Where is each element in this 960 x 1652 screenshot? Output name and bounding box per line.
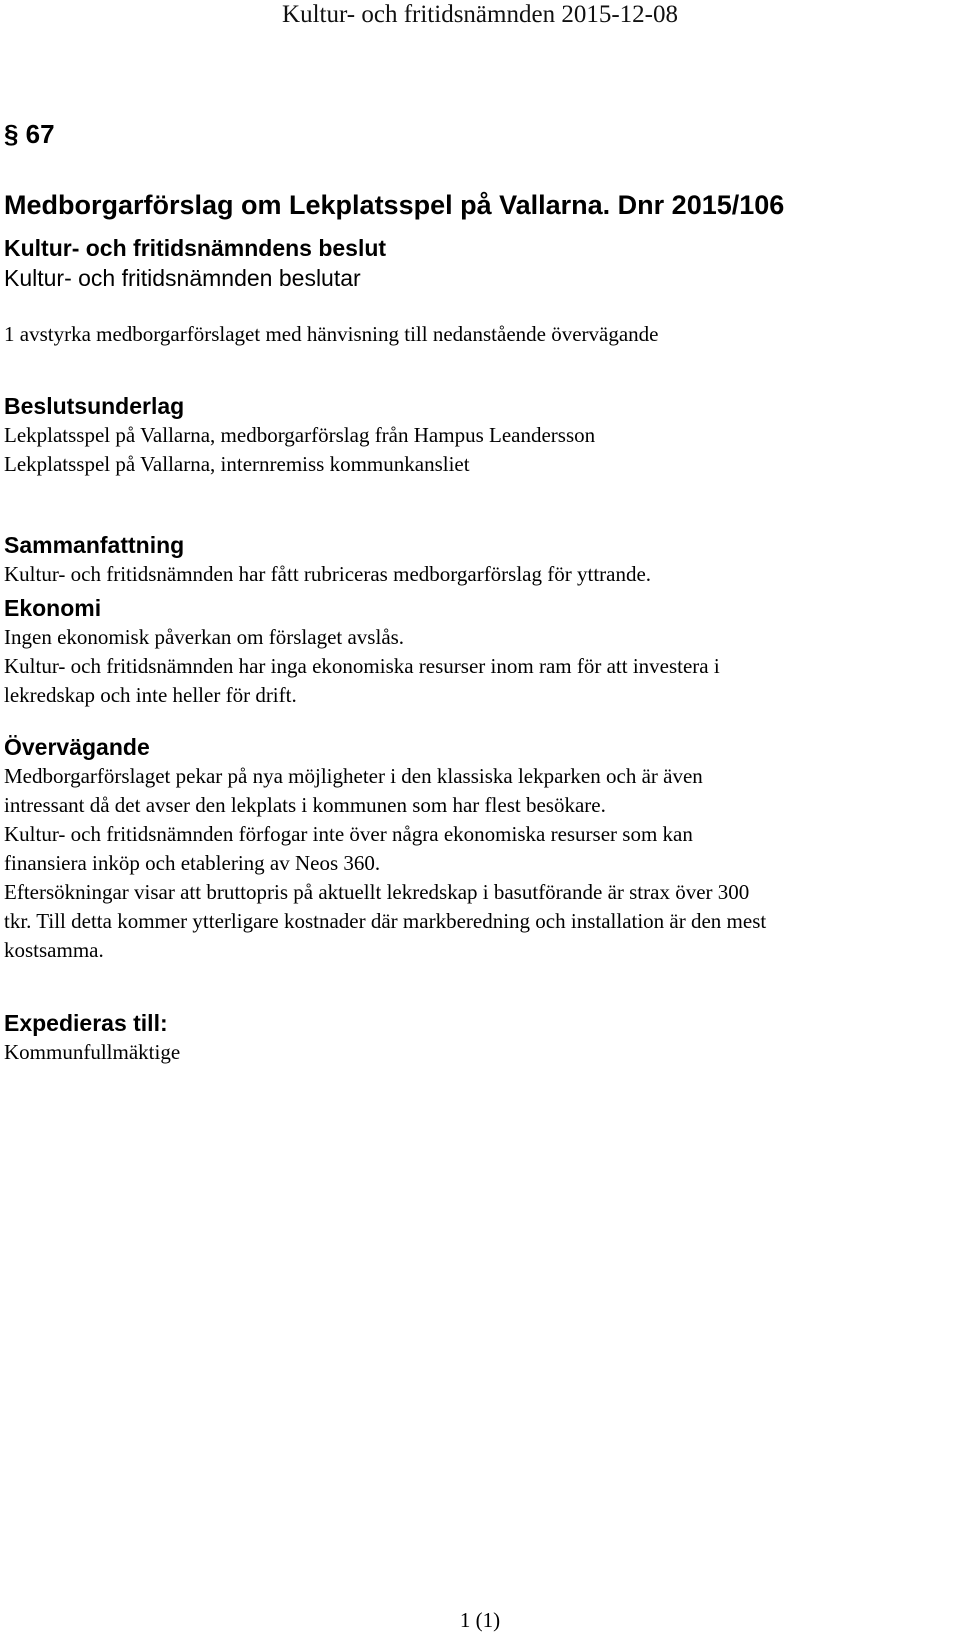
document-body — [4, 118, 934, 1067]
consideration-line: intressant då det avser den lekplats i kommunen som har flest besökare. — [4, 793, 606, 817]
basis-line: Lekplatsspel på Vallarna, medborgarförslag från Hampus Leandersson — [4, 423, 596, 447]
basis-heading: Beslutsunderlag — [4, 393, 185, 419]
economy-line: Ingen ekonomisk påverkan om förslaget avslås. — [4, 625, 405, 649]
dispatch-heading: Expedieras till: — [4, 1010, 168, 1036]
page-header: Kultur- och fritidsnämnden 2015-12-08 — [282, 1, 678, 28]
document-title: Medborgarförslag om Lekplatsspel på Vallarna. Dnr 2015/106 — [4, 190, 785, 220]
consideration-line: finansiera inköp och etablering av Neos 360. — [4, 851, 381, 875]
economy-line: lekredskap och inte heller för drift. — [4, 683, 297, 707]
consideration-line: Eftersökningar visar att bruttopris på aktuellt lekredskap i basutförande är strax över 300 — [4, 880, 750, 904]
decision-subheading: Kultur- och fritidsnämnden beslutar — [4, 265, 361, 291]
section-number: § 67 — [4, 119, 55, 149]
consideration-line: tkr. Till detta kommer ytterligare kostnader där markberedning och installation är den mest — [4, 909, 767, 933]
consideration-line: kostsamma. — [4, 938, 104, 962]
economy-heading: Ekonomi — [4, 595, 102, 621]
consideration-heading: Övervägande — [4, 734, 150, 760]
dispatch-recipient: Kommunfullmäktige — [4, 1040, 181, 1064]
page-number: 1 (1) — [459, 1608, 501, 1632]
summary-heading: Sammanfattning — [4, 532, 185, 558]
basis-line: Lekplatsspel på Vallarna, internremiss kommunkansliet — [4, 452, 470, 476]
consideration-line: Medborgarförslaget pekar på nya möjligheter i den klassiska lekparken och är även — [4, 764, 703, 788]
decision-item: 1 avstyrka medborgarförslaget med hänvisning till nedanstående övervägande — [4, 322, 659, 346]
consideration-line: Kultur- och fritidsnämnden förfogar inte över några ekonomiska resurser som kan — [4, 822, 693, 846]
decision-heading: Kultur- och fritidsnämndens beslut — [4, 235, 387, 261]
summary-text: Kultur- och fritidsnämnden har fått rubriceras medborgarförslag för yttrande. — [4, 562, 652, 586]
economy-line: Kultur- och fritidsnämnden har inga ekonomiska resurser inom ram för att investera i — [4, 654, 720, 678]
